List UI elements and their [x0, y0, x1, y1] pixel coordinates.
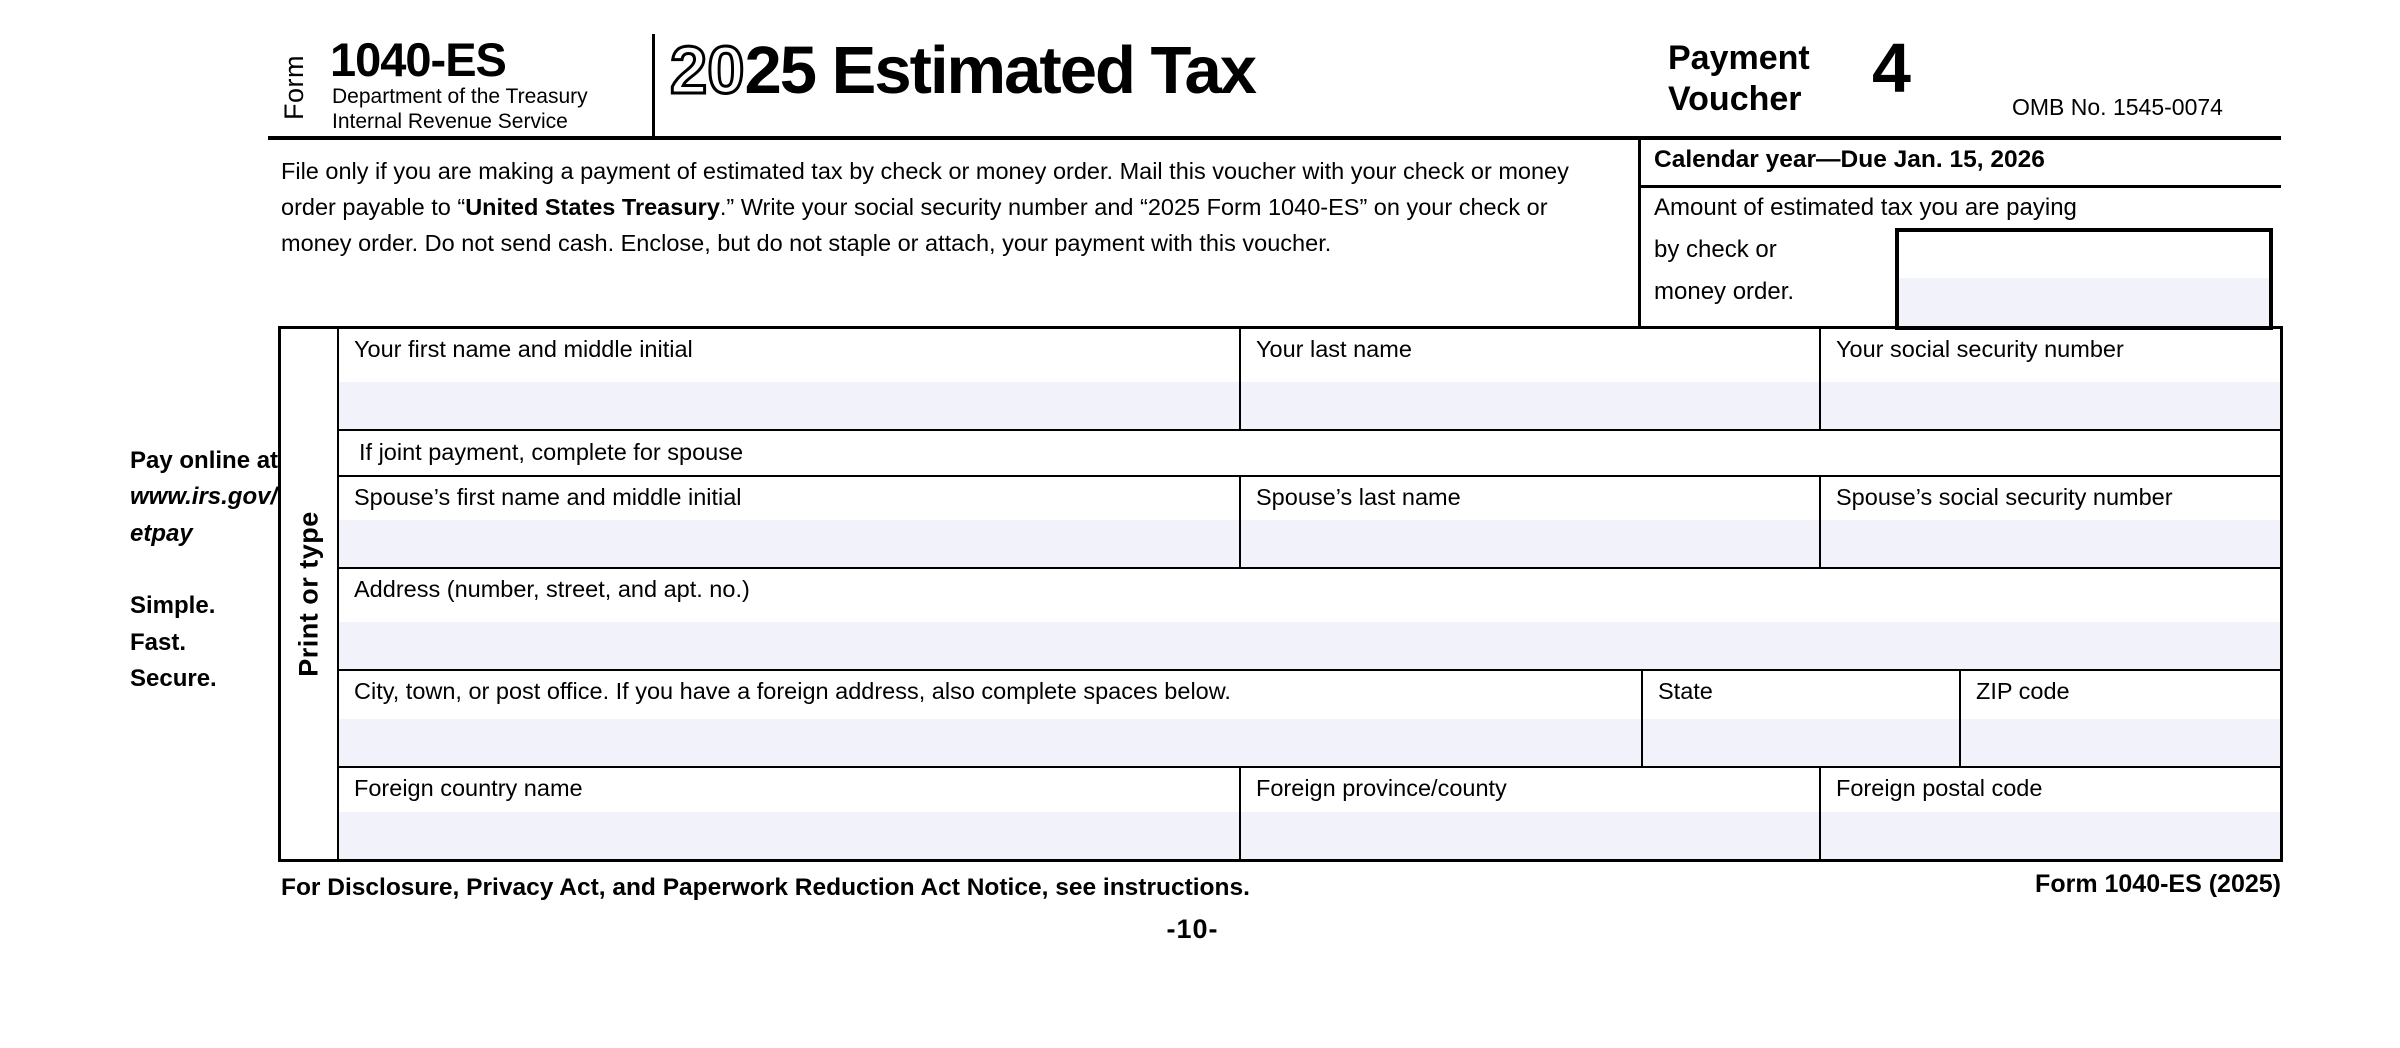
spouse-last-name-input[interactable] [1241, 520, 1819, 567]
irs-url-line2[interactable]: etpay [130, 520, 193, 547]
city-state-zip-row [339, 669, 2280, 766]
foreign-province-label: Foreign province/county [1256, 775, 1507, 801]
amount-label-line1: Amount of estimated tax you are paying [1654, 194, 2077, 221]
foreign-postal-label: Foreign postal code [1836, 775, 2043, 801]
ssn-input[interactable] [1821, 382, 2280, 429]
zip-label: ZIP code [1976, 678, 2070, 704]
spouse-first-name-label: Spouse’s first name and middle initial [354, 484, 742, 510]
foreign-postal-input[interactable] [1821, 812, 2280, 859]
last-name-label: Your last name [1256, 336, 1412, 362]
foreign-country-input[interactable] [339, 812, 1239, 859]
calendar-box-rule [1638, 185, 2281, 188]
foreign-province-input[interactable] [1241, 812, 1819, 859]
ssn-label: Your social security number [1836, 336, 2124, 362]
first-name-label: Your first name and middle initial [354, 336, 693, 362]
state-cell [1641, 671, 1959, 766]
zip-input[interactable] [1961, 719, 2280, 766]
spouse-ssn-cell [1819, 477, 2280, 567]
calendar-box-left-border [1638, 138, 1641, 329]
first-name-cell [339, 329, 1239, 429]
header-vertical-divider [652, 34, 655, 138]
title-year-outline: 20 [670, 33, 745, 108]
state-label: State [1658, 678, 1713, 704]
spouse-last-name-cell [1239, 477, 1819, 567]
last-name-input[interactable] [1241, 382, 1819, 429]
irs-url-line1[interactable]: www.irs.gov/ [130, 483, 278, 510]
foreign-country-cell [339, 768, 1239, 859]
title-year-bold: 25 [744, 33, 816, 108]
spouse-ssn-input[interactable] [1821, 520, 2280, 567]
spouse-ssn-label: Spouse’s social security number [1836, 484, 2173, 510]
taxpayer-info-table [278, 326, 2283, 862]
instructions-bold-treasury: United States Treasury [465, 194, 720, 220]
tagline-fast: Fast. [130, 629, 187, 656]
form-number: 1040-ES [330, 33, 506, 86]
payment-label: Payment [1668, 39, 1810, 77]
first-name-input[interactable] [339, 382, 1239, 429]
page-number: -10- [1166, 914, 1219, 944]
amount-entry-box [1895, 228, 2273, 330]
agency-line-1: Department of the Treasury [332, 85, 588, 108]
amount-label-line2: by check or [1654, 236, 1777, 263]
calendar-year-due-date: Calendar year—Due Jan. 15, 2026 [1654, 146, 2045, 173]
city-label: City, town, or post office. If you have a foreign address, also complete spaces below. [354, 678, 1231, 704]
disclosure-notice: For Disclosure, Privacy Act, and Paperwork Reduction Act Notice, see instructions. [281, 874, 1250, 901]
spouse-last-name-label: Spouse’s last name [1256, 484, 1461, 510]
joint-payment-label: If joint payment, complete for spouse [359, 439, 744, 465]
address-cell [339, 569, 2280, 669]
address-input[interactable] [339, 622, 2280, 669]
agency-line-2: Internal Revenue Service [332, 110, 568, 133]
address-row [339, 567, 2280, 669]
voucher-number: 4 [1872, 29, 1911, 107]
spouse-first-name-cell [339, 477, 1239, 567]
last-name-cell [1239, 329, 1819, 429]
foreign-province-cell [1239, 768, 1819, 859]
address-label: Address (number, street, and apt. no.) [354, 576, 750, 602]
foreign-postal-cell [1819, 768, 2280, 859]
tagline-simple: Simple. [130, 592, 216, 619]
state-input[interactable] [1643, 719, 1959, 766]
amount-label-line3: money order. [1654, 278, 1795, 305]
spouse-name-row [339, 475, 2280, 567]
foreign-address-row [339, 766, 2280, 859]
print-or-type-column [281, 329, 339, 859]
page-title [670, 32, 1255, 109]
tagline-secure: Secure. [130, 665, 217, 692]
voucher-label: Voucher [1668, 80, 1802, 118]
entry-grid [339, 329, 2280, 859]
name-row [339, 329, 2280, 429]
print-or-type-label: Print or type [293, 511, 324, 677]
form-word-label: Form [279, 55, 309, 120]
form-id-footer: Form 1040-ES (2025) [2035, 870, 2281, 898]
instructions-part1: File only if you are making a payment of estimated tax by check or money order. Mail this voucher with your check or money order payable to “ [281, 158, 1569, 220]
joint-payment-row [339, 429, 2280, 475]
payment-voucher-label [1668, 38, 1810, 120]
ssn-cell [1819, 329, 2280, 429]
instructions-part2: .” Write your social security number and “2025 Form 1040-ES” on your check or money order. Do not send cash. Enclose, but do not staple or attach, your payment with this voucher. [281, 194, 1548, 256]
pay-online-text: Pay online at [130, 447, 279, 474]
amount-input[interactable] [1899, 278, 2269, 326]
zip-cell [1959, 671, 2280, 766]
omb-number: OMB No. 1545-0074 [2012, 94, 2223, 120]
foreign-country-label: Foreign country name [354, 775, 583, 801]
city-input[interactable] [339, 719, 1641, 766]
spouse-first-name-input[interactable] [339, 520, 1239, 567]
filing-instructions [281, 153, 1611, 261]
header-rule [268, 136, 2281, 140]
city-cell [339, 671, 1641, 766]
title-text: Estimated Tax [815, 33, 1255, 108]
